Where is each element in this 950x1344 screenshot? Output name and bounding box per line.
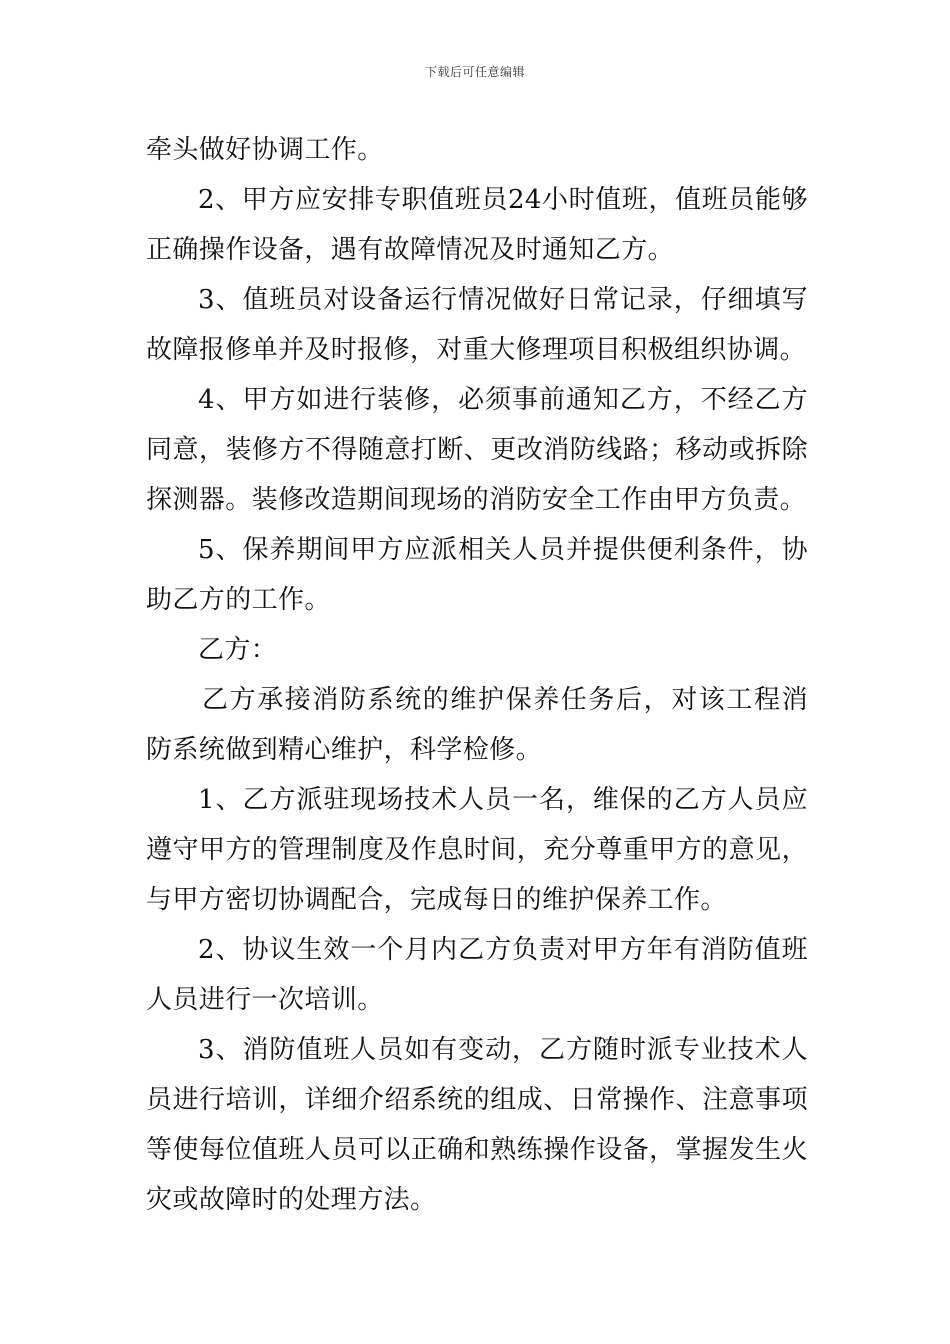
paragraph-party-b-item-3: 3、消防值班人员如有变动，乙方随时派专业技术人员进行培训，详细介绍系统的组成、日常操作、注意事项等使每位值班人员可以正确和熟练操作设备，掌握发生火灾或故障时的处理方法。	[146, 1035, 808, 1215]
paragraph-continuation: 牵头做好协调工作。	[146, 135, 384, 165]
paragraph-party-b-intro: 乙方承接消防系统的维护保养任务后，对该工程消防系统做到精心维护，科学检修。	[146, 685, 808, 765]
document-body	[146, 125, 808, 1225]
paragraph-party-b-item-1: 1、乙方派驻现场技术人员一名，维保的乙方人员应遵守甲方的管理制度及作息时间，充分尊重甲方的意见，与甲方密切协调配合，完成每日的维护保养工作。	[146, 785, 808, 915]
paragraph-party-a-item-3: 3、值班员对设备运行情况做好日常记录，仔细填写故障报修单并及时报修，对重大修理项目积极组织协调。	[146, 285, 808, 365]
paragraph-party-a-item-4: 4、甲方如进行装修，必须事前通知乙方，不经乙方同意，装修方不得随意打断、更改消防线路；移动或拆除探测器。装修改造期间现场的消防安全工作由甲方负责。	[146, 385, 808, 515]
paragraph-party-a-item-2: 2、甲方应安排专职值班员24小时值班，值班员能够正确操作设备，遇有故障情况及时通知乙方。	[146, 185, 808, 265]
page-header: 下载后可任意编辑	[424, 65, 525, 79]
section-heading-party-b: 乙方：	[198, 635, 278, 665]
paragraph-party-a-item-5: 5、保养期间甲方应派相关人员并提供便利条件，协助乙方的工作。	[146, 535, 808, 615]
paragraph-party-b-item-2: 2、协议生效一个月内乙方负责对甲方年有消防值班人员进行一次培训。	[146, 935, 808, 1015]
